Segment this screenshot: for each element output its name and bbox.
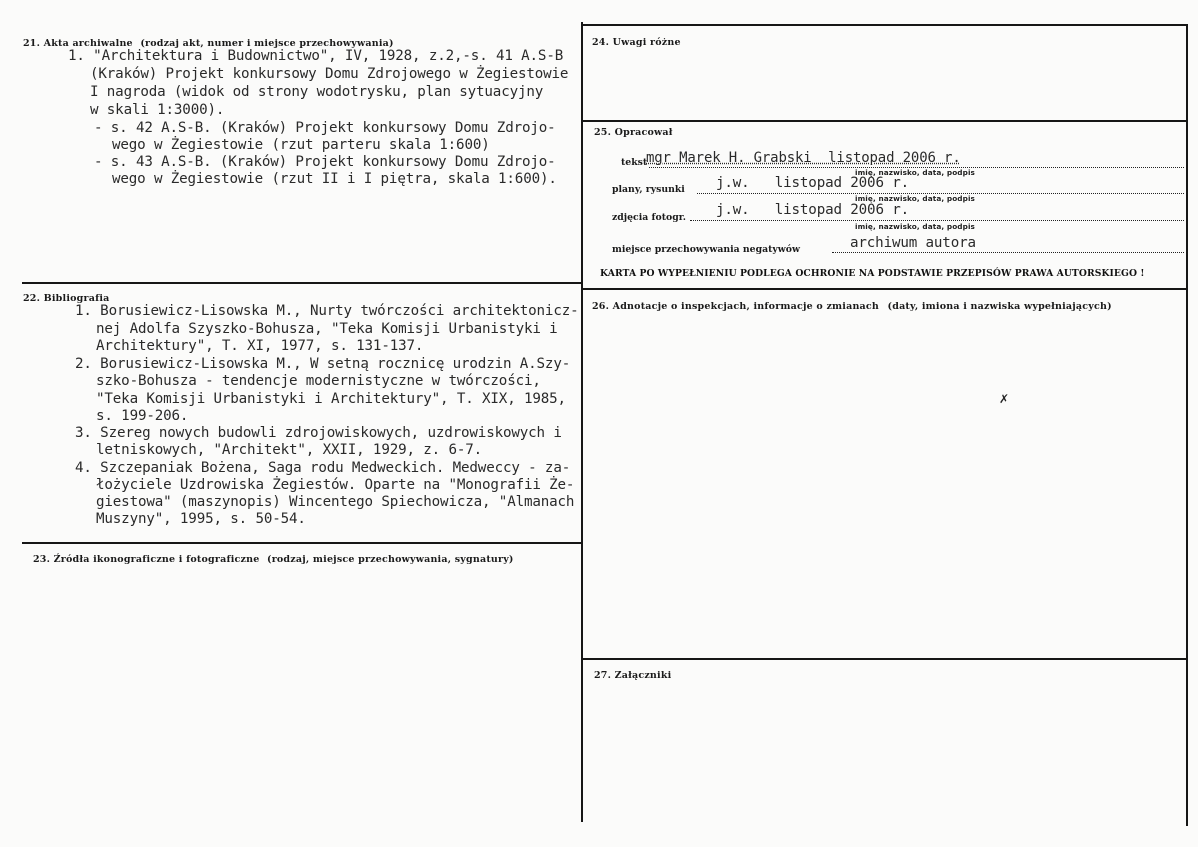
divider-24-25: [581, 120, 1188, 122]
s22-line-6: "Teka Komisji Urbanistyki i Architektury", T. XIX, 1985,: [96, 391, 566, 407]
section-21-title: 21. Akta archiwalne: [23, 38, 133, 49]
divider-26-27: [581, 658, 1188, 660]
section-22-title: 22. Bibliografia: [23, 293, 110, 304]
right-edge-line: [1186, 26, 1188, 826]
zdjecia-caption: imię, nazwisko, data, podpis: [855, 222, 975, 231]
copyright-notice: KARTA PO WYPEŁNIENIU PODLEGA OCHRONIE NA PODSTAWIE PRZEPISÓW PRAWA AUTORSKIEGO !: [600, 268, 1145, 279]
s22-line-13: Muszyny", 1995, s. 50-54.: [96, 511, 306, 527]
divider-22-23: [22, 542, 583, 544]
s21-line-8: wego w Żegiestowie (rzut II i I piętra, skala 1:600).: [112, 171, 557, 187]
section-24-title: 24. Uwagi różne: [592, 37, 681, 48]
plany-label: plany, rysunki: [612, 184, 685, 195]
section-26-subtitle: (daty, imiona i nazwiska wypełniających): [887, 301, 1112, 312]
center-divider: [581, 22, 583, 822]
plany-caption: imię, nazwisko, data, podpis: [855, 194, 975, 203]
section-23-title: 23. Źródła ikonograficzne i fotograficzne: [33, 554, 260, 565]
s22-line-8: 3. Szereg nowych budowli zdrojowiskowych, uzdrowiskowych i: [75, 425, 562, 441]
negatyw-value: archiwum autora: [850, 235, 976, 251]
s22-line-11: łożyciele Uzdrowiska Żegiestów. Oparte na "Monografii Że-: [96, 477, 575, 493]
s21-line-5: - s. 42 A.S-B. (Kraków) Projekt konkursowy Domu Zdrojo-: [94, 120, 556, 136]
s22-line-12: giestowa" (maszynopis) Wincentego Spiechowicza, "Almanach: [96, 494, 575, 510]
section-25-title: 25. Opracował: [594, 127, 673, 138]
zdjecia-label: zdjęcia fotogr.: [612, 212, 686, 223]
negatyw-label: miejsce przechowywania negatywów: [612, 244, 800, 255]
s22-line-10: 4. Szczepaniak Bożena, Saga rodu Medweckich. Medweccy - za-: [75, 460, 571, 476]
tekst-caption: imię, nazwisko, data, podpis: [855, 168, 975, 177]
s22-line-2: nej Adolfa Szyszko-Bohusza, "Teka Komisji Urbanistyki i: [96, 321, 558, 337]
stray-pen-mark: ✗: [999, 392, 1010, 406]
negatyw-dotted-line: [832, 252, 1184, 253]
s22-line-5: szko-Bohusza - tendencje modernistyczne w twórczości,: [96, 373, 541, 389]
tekst-value: mgr Marek H. Grabski listopad 2006 r.: [646, 150, 961, 166]
divider-21-22: [22, 282, 583, 284]
section-26-title: 26. Adnotacje o inspekcjach, informacje o zmianach: [592, 301, 880, 312]
s21-line-3: I nagroda (widok od strony wodotrysku, plan sytuacyjny: [90, 84, 544, 100]
section-23-heading: [33, 554, 514, 565]
s22-line-3: Architektury", T. XI, 1977, s. 131-137.: [96, 338, 424, 354]
top-right-line: [581, 24, 1188, 26]
s22-line-4: 2. Borusiewicz-Lisowska M., W setną rocznicę urodzin A.Szy-: [75, 356, 571, 372]
zdjecia-dotted-line: [690, 220, 1184, 221]
s21-line-6: wego w Żegiestowie (rzut parteru skala 1:600): [112, 137, 490, 153]
section-23-subtitle: (rodzaj, miejsce przechowywania, sygnatury): [267, 554, 514, 565]
section-21-subtitle: (rodzaj akt, numer i miejsce przechowywania): [140, 38, 394, 49]
s21-line-2: (Kraków) Projekt konkursowy Domu Zdrojowego w Żegiestowie: [90, 66, 569, 82]
section-27-title: 27. Załączniki: [594, 670, 672, 681]
s22-line-7: s. 199-206.: [96, 408, 189, 424]
divider-25-26: [581, 288, 1188, 290]
plany-value: j.w. listopad 2006 r.: [716, 175, 910, 191]
s21-line-1: 1. "Architektura i Budownictwo", IV, 1928, z.2,-s. 41 A.S-B: [68, 48, 564, 64]
section-26-heading: [592, 301, 1112, 312]
s21-line-7: - s. 43 A.S-B. (Kraków) Projekt konkursowy Domu Zdrojo-: [94, 154, 556, 170]
tekst-label: tekst: [621, 157, 648, 168]
zdjecia-value: j.w. listopad 2006 r.: [716, 202, 910, 218]
s21-line-4: w skali 1:3000).: [90, 102, 225, 118]
s22-line-9: letniskowych, "Architekt", XXII, 1929, z. 6-7.: [96, 442, 483, 458]
s22-line-1: 1. Borusiewicz-Lisowska M., Nurty twórczości architektonicz-: [75, 303, 579, 319]
